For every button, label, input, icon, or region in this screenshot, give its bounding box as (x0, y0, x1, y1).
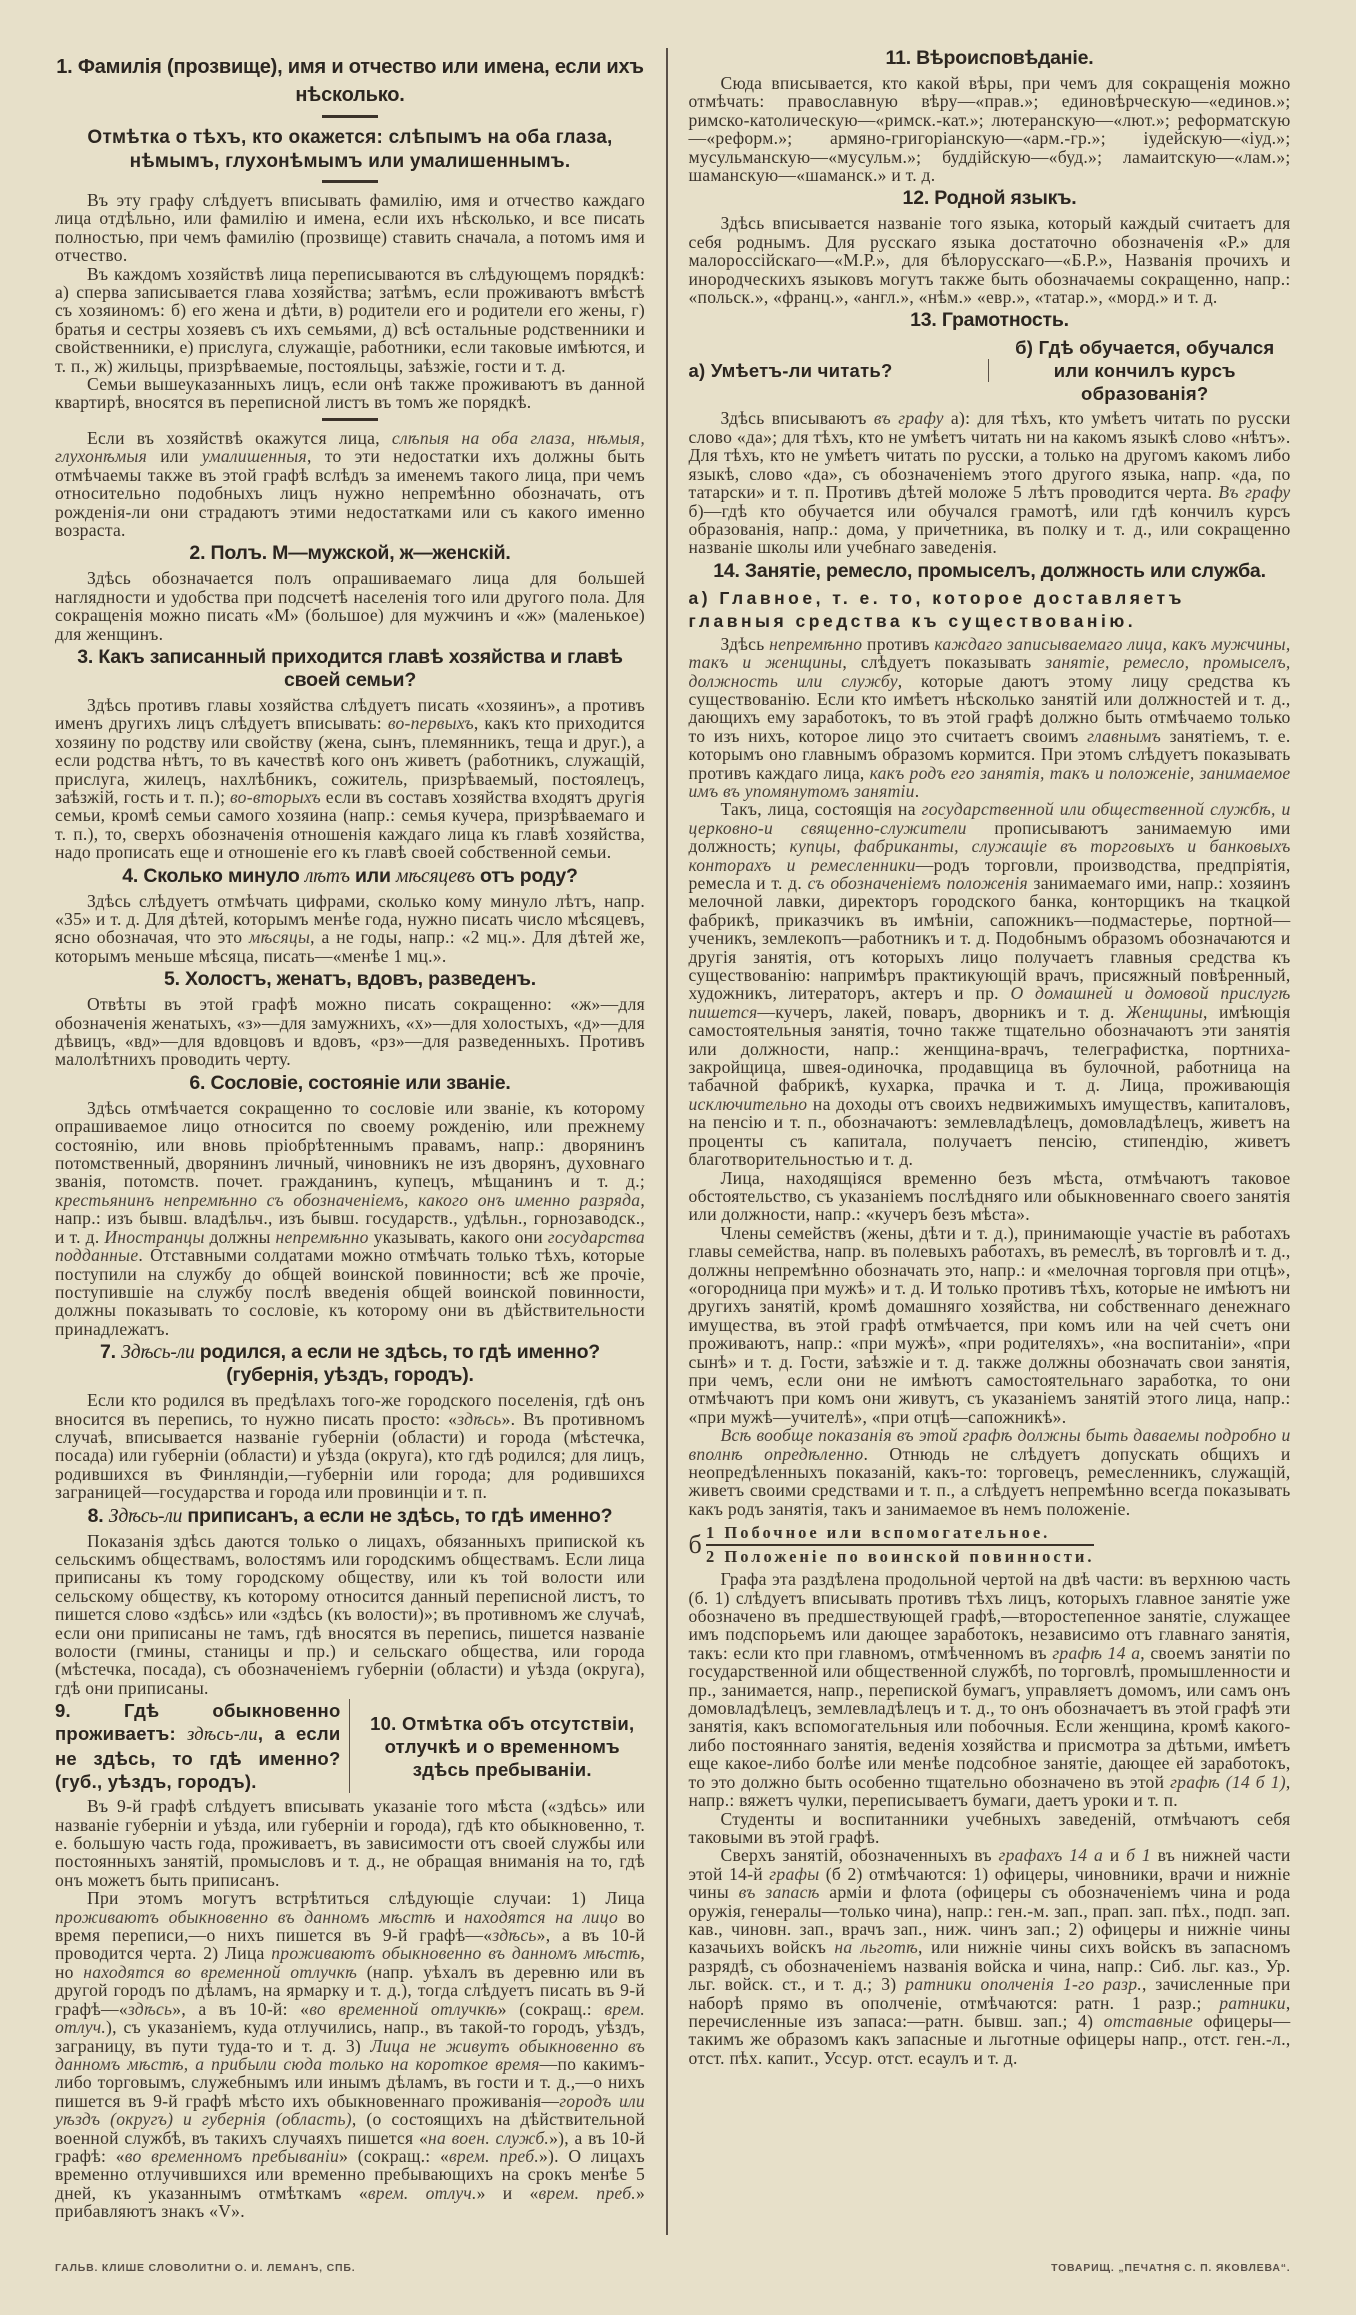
paragraph (689, 1169, 1291, 1224)
text-run: родился, а если не здѣсь, то гдѣ именно? (губернія, уѣздъ, городъ). (194, 1341, 600, 1387)
fraction-bottom: 2 Положеніе по воинской повинности. (705, 1547, 1095, 1567)
text-run: 13. Грамотность. (910, 309, 1069, 332)
text-run: въ нижней части этой 14-й (688, 1845, 1291, 1884)
italic-text: отставные (1103, 2010, 1194, 2031)
text-run: а) Главное, т. е. то, которое доставляетъ главныя средства къ существованію. (688, 587, 1185, 631)
section-subheading (55, 126, 645, 174)
text-run: Если кто родился въ предѣлахъ того-же городского поселенія, гдѣ онъ вносится въ перепись, то нужно писать просто: « (55, 1390, 645, 1429)
text-run: занимаемаго ими, напр.: хозяинъ мелочной лавки, директоръ городского банка, конторщикъ на ткацкой фабрикѣ, приказчикъ въ имѣніи, сапожникъ—подмастерье, портной—ученикъ, землекопъ—работникъ и т. д. Подобнымъ образомъ обозначаются и другія занятія, отъ которыхъ лицо получаетъ главныя средства къ существованію: напримѣръ практикующій врачъ, присяжный повѣренный, художникъ, литераторъ, актеръ и пр. (688, 873, 1291, 1004)
column-divider (666, 48, 668, 2235)
text-run: 2. Полъ. М—мужской, ж—женскій. (189, 542, 511, 565)
text-run: » прибавляютъ знакъ «V». (55, 2182, 645, 2222)
text-run: ». Въ противномъ случаѣ, вписывается названіе губерніи (области) и города (мѣстечка, посада) или губерніи (области) и уѣзда (округа), кто гдѣ родился; для лицъ, родившихся въ Финляндіи,—губерніи или города; для родившихся заграницей—государства и города или провинціи и т. п. (55, 1408, 645, 1503)
text-run: , напр.: вяжетъ чулки, переписываетъ бумаги, даетъ уроки и т. п. (688, 1771, 1291, 1811)
italic-text: врем. отлуч. (367, 2182, 477, 2203)
text-run: на доходы отъ своихъ недвижимыхъ имуществъ, капиталовъ, на пенсію и т. п., обозначаютъ: землевладѣлецъ, домовладѣлецъ, живетъ на проценты съ капитала, получаетъ пенсію, стипендію, живетъ благотворительностью и т. д. (688, 1093, 1291, 1170)
paragraph (55, 569, 645, 643)
paragraph (689, 1570, 1291, 1809)
text-run: », а въ 10-й проводится черта. 2) Лица (55, 1925, 645, 1964)
text-run: Здѣсь вписываютъ (720, 408, 874, 429)
section-heading (55, 542, 645, 565)
section-heading (689, 560, 1291, 583)
paragraph (689, 800, 1291, 1168)
text-run: » и « (476, 2182, 539, 2203)
section-heading (55, 1072, 645, 1095)
text-run: или (147, 446, 202, 467)
italic-text: государственной или общественной службѣ, и церковно-и священно-служители (688, 799, 1291, 838)
text-run: а) Умѣетъ-ли читать? (688, 360, 893, 382)
text-run: » (сокращ.: « (339, 2145, 450, 2166)
italic-text: каждаго записываемаго лица, какъ мужчины, такъ и женщины (688, 633, 1291, 673)
text-run: Сверхъ занятій, обозначенныхъ въ (720, 1845, 999, 1866)
text-run: приписанъ, а если не здѣсь, то гдѣ именно? (182, 1504, 613, 1527)
italic-text: городъ или уѣздъ (округъ) и губернія (область) (55, 2090, 645, 2130)
italic-text: проживаютъ обыкновенно въ данномъ мѣстѣ (271, 1943, 641, 1964)
text-run: , перечисленные изъ запаса:—ратн. бывш. зап.; 4) (688, 1992, 1291, 2031)
text-run: , а если не здѣсь, то гдѣ именно? (губ., уѣздъ, городъ). (55, 1723, 341, 1793)
paragraph (689, 1810, 1291, 1847)
italic-text: какъ родъ его занятія, такъ и положеніе, занимаемое имъ въ упомянутомъ занятіи (688, 762, 1291, 801)
left-column (55, 44, 645, 2275)
italic-text: непремѣнно (769, 633, 863, 654)
text-run: и (435, 1906, 465, 1927)
separator-rule (322, 418, 378, 421)
text-run: , напр.: изъ бывш. владѣльч., изъ бывш. государств., удѣльн., горнозаводск., и т. д. (55, 1189, 645, 1247)
italic-text: съ обозначеніемъ положенія (807, 873, 1028, 893)
italic-text: ратники ополченія 1-го разр. (905, 1974, 1142, 1995)
section-heading (55, 53, 645, 109)
italic-text: Здѣсь-ли (108, 1505, 183, 1527)
text-run: если въ составъ хозяйства входятъ другія семьи, кромѣ семьи самого хозяина (напр.: семья кучера, призрѣваемаго и т. п.), то, сверхъ обозначенія отношенія каждаго лица къ главѣ хозяйства, надо прописать еще и отношеніе его къ главѣ своей собственной семьи. (55, 786, 645, 863)
italic-text: во-вторыхъ (230, 786, 321, 807)
text-run: Здѣсь противъ главы хозяйства слѣдуетъ писать «хозяинъ», а противъ именъ другихъ лицъ слѣдуетъ вписывать: (55, 694, 645, 734)
paragraph (55, 429, 645, 539)
text-run: , имѣющія самостоятельныя занятія, точно также тщательно обозначаютъ эти занятія или должности, напр.: женщина-врачъ, телеграфистка, портниха-закройщица, швея-одиночка, продавщица въ булочной, работница на табачной фабрикѣ, кухарка, прачка и т. д. Лица, проживающія (688, 1001, 1291, 1096)
text-run: 6. Сословіе, состояніе или званіе. (189, 1071, 511, 1094)
italic-text: графѣ (14 б 1) (1170, 1771, 1286, 1792)
text-run: должны (204, 1226, 276, 1247)
text-run: , которые даютъ этому лицу средства къ существованію. Если кто имѣетъ нѣсколько занятій или должностей и т. д., дающихъ ему заработокъ, то въ этой графѣ должно быть отмѣчаемо только то изъ нихъ, которое лицо это считаетъ своимъ (688, 670, 1291, 746)
paragraph (55, 1889, 645, 2220)
section-heading (55, 646, 645, 692)
text-run: », а въ 10-й: « (172, 1998, 310, 2019)
paragraph (55, 1099, 645, 1338)
text-run: —родъ торговли, производства, предпріятія, ремесла и т. д. (688, 854, 1291, 893)
italic-text: врем. преб. (538, 2182, 636, 2203)
text-run: противъ (862, 633, 935, 654)
text-run: Показанія здѣсь даются только о лицахъ, обязанныхъ припиской къ сельскимъ обществамъ, волостямъ или городскимъ обществамъ. Если лица приписаны къ тому городскому обществу, или къ той волости или сельскому обществу, къ которому относится данный переписной листъ, то пишется слово «здѣсь» или «здѣсь (къ волости)»; въ противномъ же случаѣ, если они приписаны не тамъ, гдѣ вносятся въ перепись, пишется названіе волости (гмины, станицы и пр.) и сельскаго общества, или города (мѣстечка, посада), съ обозначеніемъ губерніи (области) и уѣзда (округа), гдѣ они приписаны. (55, 1530, 646, 1698)
paragraph (55, 1391, 645, 1501)
section-heading (689, 309, 1291, 332)
section-heading (689, 47, 1291, 70)
italic-text: ратники (1219, 1992, 1286, 2013)
text-run: 3. Какъ записанный приходится главѣ хозяйства и главѣ своей семьи? (77, 645, 623, 691)
text-run: офицеры—такимъ же образомъ какъ запасные и льготные офицеры напр., отст. ген.-л., отст. пѣх. капит., Уссур. отст. есаулъ и т. д. (688, 2010, 1291, 2068)
paragraph (55, 1532, 645, 1698)
fraction-letter: б (688, 1530, 702, 1560)
italic-text: здѣсь (492, 1925, 537, 1946)
fraction-lines (706, 1522, 1094, 1568)
text-run: б) Гдѣ обучается, обучался или кончилъ курсъ образованія? (1015, 337, 1275, 405)
paragraph (689, 1846, 1291, 2067)
text-run: При этомъ могутъ встрѣтиться слѣдующіе случаи: 1) Лица (87, 1888, 645, 1909)
italic-text: мѣсяцевъ (395, 865, 475, 887)
italic-text: Женщины (1125, 1001, 1204, 1022)
text-run: , но (55, 1943, 645, 1982)
italic-text: исключительно (688, 1093, 808, 1114)
split-heading (689, 336, 1291, 405)
split-heading-cell (989, 336, 1291, 405)
section-heading (55, 1505, 645, 1528)
text-run: Въ эту графу слѣдуетъ вписывать фамилію, имя и отчество каждаго лица отдѣльно, или фамилію и имена, если ихъ нѣсколько, и все писать полностью, при чемъ фамилію (прозвище) ставить сначала, а потомъ имя и отчество. (55, 190, 645, 266)
separator-rule (322, 115, 378, 118)
text-run: Здѣсь слѣдуетъ отмѣчать цифрами, сколько кому минуло лѣтъ, напр. «35» и т. д. Для дѣтей, которымъ менѣе года, нужно писать число мѣсяцевъ, ясно обозначая, что это (55, 890, 645, 948)
text-run: 7. (99, 1341, 122, 1364)
paragraph (55, 265, 645, 375)
paragraph (55, 696, 645, 862)
text-run: Здѣсь вписывается названіе того языка, который каждый считаетъ для себя роднымъ. Для русскаго языка достаточно обозначенія «Р.» для малороссійскаго—«М.Р.», для бѣлорусскаго—«Б.Р.», Названія прочихъ и инородческихъ языковъ могутъ также быть обозначаемы сокращенно, напр.: «польск.», «франц.», «англ.», «нѣм.» «евр.», «татар.», «морд.» и т. д. (688, 213, 1291, 308)
paragraph (689, 409, 1291, 556)
italic-text: графахъ 14 а (998, 1845, 1104, 1866)
italic-text: находятся во временной отлучкѣ (83, 1961, 358, 1982)
left-column-content (55, 50, 645, 2221)
section-heading (689, 187, 1291, 210)
text-run: 11. Вѣроисповѣданіе. (885, 47, 1094, 69)
italic-text: въ графу (873, 408, 944, 429)
text-run: , зачисленные при наборѣ прямо въ ополченіе, отмѣчаются: ратн. 1 разр.; (688, 1974, 1291, 2013)
italic-text: во временномъ пребываніи (124, 2145, 340, 2166)
split-heading-cell (689, 359, 990, 382)
italic-text: занятіе, ремесло, промыселъ, должность или службу (688, 652, 1291, 691)
text-run: и (1103, 1845, 1127, 1866)
text-run: или (349, 864, 396, 887)
italic-text: находятся на лицо (464, 1906, 619, 1927)
text-run: Отмѣтка о тѣхъ, кто окажется: слѣпымъ на оба глаза, нѣмымъ, глухонѣмымъ или умалишеннымъ. (87, 127, 613, 172)
text-run: арміи и флота (офицеры съ обозначеніемъ чина и рода оружія, генералы—только чина), напр.: ген.-м. зап., прап. зап. пѣх., подп. зап. кав., чиновн. зап., врачъ зап., ниж. чинъ зап.; 2) офицеры и нижніе чины казачьихъ войскъ (688, 1882, 1291, 1958)
text-run: . (914, 780, 920, 801)
paragraph (689, 74, 1291, 184)
text-run: . Отставными солдатами можно отмѣчать только тѣхъ, которые поступили на службу до общей воинской повинности; всѣ же прочіе, поступившіе на службу послѣ введенія общей воинской повинности, должны показывать то сословіе, къ которому они въ дѣйствительности принадлежатъ. (55, 1245, 645, 1339)
italic-text: во-первыхъ (387, 713, 474, 734)
text-run: Лица, находящіяся временно безъ мѣста, отмѣчаютъ таковое обстоятельство, съ указаніемъ послѣдняго или обыкновеннаго своего занятія или должности, напр.: «кучеръ безъ мѣста». (688, 1167, 1291, 1225)
italic-text: здѣсь (127, 1998, 173, 2019)
text-run: —кучеръ, лакей, поваръ, дворникъ и т. д. (757, 1001, 1126, 1022)
italic-text: на воен. служб. (428, 2127, 550, 2148)
text-run: Здѣсь обозначается полъ опрашиваемаго лица для большей наглядности и удобства при подсчетѣ населенія того или другого пола. Для сокращенія можно писать «М» (большое) для мужчинъ и «ж» (маленькое) для женщинъ. (55, 568, 645, 644)
text-run: 1. Фамилія (прозвище), имя и отчество или имена, если ихъ нѣсколько. (56, 56, 644, 106)
fraction-heading (689, 1522, 1291, 1568)
text-run: (б 2) отмѣчаются: 1) офицеры, чиновники, врачи и нижніе чины (688, 1863, 1291, 1903)
text-run: , своемъ занятіи по государственной или общественной службѣ, по торговлѣ, промышленности и пр., занимается, напр., перепиской бумагъ, управляетъ домомъ, или самъ онъ домовладѣлецъ, землевладѣлецъ и т. д., то онъ обозначаетъ въ этой графѣ эти занятія, какъ вспомогательныя или побочныя. Если женщина, кромѣ какого-либо постояннаго занятія, веденія хозяйства и присмотра за дѣтьми, имѣетъ еще какое-либо болѣе или менѣе подсобное занятіе, дающее ей заработокъ, то это должно быть особенно тщательно обозначено въ этой (688, 1642, 1291, 1792)
right-column-content (689, 44, 1291, 2067)
italic-text: Здѣсь-ли (121, 1342, 195, 1364)
split-heading-cell (55, 1699, 350, 1793)
text-run: (напр. уѣхалъ въ деревню или въ другой городъ по дѣламъ, на ярмарку и т. д.), тогда слѣдуетъ писать въ 9-й графѣ—« (55, 1961, 645, 2019)
italic-text: О домашней и домовой прислугѣ пишется (688, 983, 1291, 1022)
text-run: Члены семействъ (жены, дѣти и т. д.), принимающіе участіе въ работахъ главы семейства, напр. въ полевыхъ работахъ, въ ремеслѣ, въ торговлѣ и т. д., должны непремѣнно обозначать это, напр.: и «мелочная торговля при отцѣ», «огородница при мужѣ» и т. д. И только противъ тѣхъ, которые не имѣютъ ни другихъ занятій, кромѣ домашняго хозяйства, ни собственнаго денежнаго имущества, въ этой графѣ отмѣчается, при комъ или на чей счетъ они проживаютъ, напр.: «при мужѣ», «при родителяхъ», «на воспитаніи», «при сынѣ» и т. д. Гости, заѣзжіе и т. д. также должны обозначать свои занятія, при чемъ, если они не имѣютъ самостоятельнаго заработка, то они отмѣчаютъ при комъ они живутъ, съ указаніемъ занятій этого лица, напр.: «при мужѣ—учителѣ», «при отцѣ—сапожникѣ». (688, 1222, 1291, 1427)
text-run: »). О лицахъ временно отлучившихся или временно пребывающихъ на срокъ менѣе 5 дней, къ указаннымъ отмѣткамъ « (55, 2145, 646, 2203)
paragraph (689, 1426, 1291, 1518)
text-run: 10. Отмѣтка объ отсутствіи, отлучкѣ и о временномъ здѣсь пребываніи. (370, 1712, 635, 1780)
text-run: , (о состоящихъ на дѣйствительной военной службѣ, въ такихъ случаяхъ пишется « (55, 2109, 645, 2148)
text-run: . Отнюдь не слѣдуетъ допускать общихъ и неопредѣленныхъ показаній, какъ-то: торговецъ, ремесленникъ, служащій, живетъ своими средствами и т. п., а слѣдуетъ непремѣнно всегда показывать какъ родъ занятія, такъ и занимаемое въ немъ положеніе. (688, 1443, 1291, 1519)
section-heading (55, 968, 645, 991)
text-run: Если въ хозяйствѣ окажутся лица, (87, 427, 392, 448)
text-run: , или нижніе чины сихъ войскъ въ запасномъ разрядѣ, съ обозначеніемъ названія войска и чина, напр.: Сиб. льг. каз., Ур. льг. войск. ст., и т. д.; 3) (688, 1937, 1291, 1995)
italic-text: проживаютъ обыкновенно въ данномъ мѣстѣ (55, 1906, 436, 1927)
text-run: Здѣсь (720, 633, 770, 654)
italic-text: Иностранцы (104, 1226, 205, 1247)
italic-text: непремѣнно (275, 1226, 369, 1247)
text-run: занятіемъ, т. е. которымъ оно главнымъ образомъ кормится. При этомъ слѣдуетъ показывать противъ каждаго лица, (688, 725, 1291, 783)
text-run: 8. (87, 1504, 109, 1527)
text-run: 9. Гдѣ обыкновенно проживаетъ: (55, 1700, 341, 1745)
text-run: 14. Занятіе, ремесло, промыселъ, должность или служба. (713, 559, 1266, 582)
paragraph (689, 214, 1291, 306)
right-column (689, 44, 1291, 2275)
paragraph (689, 1224, 1291, 1426)
text-run: отъ роду? (474, 864, 578, 887)
text-run: , то эти недостатки ихъ должны быть отмѣчаемы также въ этой графѣ вслѣдъ за именемъ такого лица, при чемъ относительно подобныхъ лицъ нужно непремѣнно обозначать, отъ рожденія-ли они страдаютъ этими недостатками или съ какого именно возраста. (55, 446, 645, 540)
italic-text: графѣ 14 а (1052, 1642, 1141, 1663)
text-run: Такъ, лица, состоящія на (720, 799, 922, 820)
text-run: Графа эта раздѣлена продольной чертой на двѣ части: въ верхнюю часть (б. 1) слѣдуетъ вписывать противъ тѣхъ лицъ, которыхъ главное занятіе уже обозначено въ предшествующей графѣ,—второстепенное занятіе, служащее имъ подспорьемъ или дающее заработокъ, независимо отъ главнаго занятія, такъ: если кто при главномъ, отмѣченномъ въ (688, 1569, 1291, 1663)
italic-text: крестьянинъ непремѣнно съ обозначеніемъ, какого онъ именно разряда (55, 1189, 641, 1210)
subsection-heading (689, 587, 1291, 633)
italic-text: государства подданные (55, 1226, 645, 1266)
text-run: , слѣдуетъ показывать (842, 652, 1046, 673)
text-run: указывать, какого они (368, 1226, 548, 1247)
italic-text: слѣпыя на оба глаза, нѣмыя, глухонѣмыя (55, 427, 645, 467)
italic-text: на льготѣ (834, 1937, 919, 1958)
split-heading-cell (350, 1712, 646, 1781)
text-run: 12. Родной языкъ. (902, 187, 1077, 210)
italic-text: Всѣ вообще показанія въ этой графѣ должны быть даваемы подробно и вполнѣ опредѣленно (688, 1425, 1291, 1464)
text-run: , какъ кто приходится хозяину по родству или свойству (жена, сынъ, племянникъ, теща и друг.), а если родства нѣтъ, то въ качествѣ кого онъ живетъ (работникъ, служащій, прислуга, жилецъ, нахлѣбникъ, сожитель, призрѣваемый, постоялецъ, заѣзжій, гость и т. п.); (55, 713, 645, 807)
printer-imprint-left: ГАЛЬВ. КЛИШЕ СЛОВОЛИТНИ О. И. ЛЕМАНЪ, СПБ. (55, 2261, 356, 2274)
italic-text: здѣсь (457, 1408, 502, 1429)
text-run: ), съ указаніемъ, куда отлучились, напр., въ такой-то городъ, уѣздъ, заграницу, въ пути туда-то и т. д. 3) (55, 2017, 645, 2056)
paragraph (55, 1797, 645, 1889)
italic-text: лѣтъ (304, 865, 350, 887)
text-run: » (сокращ.: (497, 1998, 605, 2019)
split-heading (55, 1699, 645, 1793)
text-run: Сюда вписывается, кто какой вѣры, при чемъ для сокращенія можно отмѣчать: православную вѣру—«прав.»; единовѣрческую—«единов.»; римско-католическую—«римск.-кат.»; лютеранскую—«лют.»; реформатскую—«реформ.»; армяно-григоріанскую—«арм.-гр.»; іудейскую—«іуд.»; мусульманскую—«мусульм.»; буддійскую—«буд.»; ламаитскую—«лам.»; шаманскую—«шаманск.» и т. д. (688, 73, 1291, 186)
text-run: 4. Сколько минуло (122, 864, 305, 887)
paragraph (55, 995, 645, 1069)
text-run: Въ 9-й графѣ слѣдуетъ вписывать указаніе того мѣста («здѣсь» или названіе губерніи и уѣзда, или губерніи и города), гдѣ кто обыкновенно, т. е. большую часть года, проживаетъ, въ зависимости отъ своей службы или постоянныхъ занятій, промысловъ и т. д., не обращая вниманія на то, гдѣ онъ можетъ быть приписанъ. (55, 1796, 645, 1890)
italic-text: б 1 (1126, 1845, 1151, 1866)
paragraph (689, 635, 1291, 801)
italic-text: графы (769, 1863, 820, 1884)
text-run: прописываютъ занимаемую ими должность; (688, 817, 1291, 857)
printer-imprint-right: ТОВАРИЩ. „ПЕЧАТНЯ С. П. ЯКОВЛЕВА“. (1051, 2261, 1291, 2274)
section-heading (55, 1341, 645, 1387)
italic-text: Лица не живутъ обыкновенно въ данномъ мѣстѣ, а прибыли сюда только на короткое время (55, 2035, 646, 2074)
paragraph (55, 375, 645, 412)
text-run: Семьи вышеуказанныхъ лицъ, если онѣ также проживаютъ въ данной квартирѣ, вносятся въ переписной листъ въ томъ же порядкѣ. (55, 374, 645, 413)
italic-text: врем. преб. (449, 2145, 539, 2166)
italic-text: Въ графу (1218, 482, 1291, 503)
italic-text: мѣсяцы (248, 927, 311, 948)
italic-text: врем. отлуч. (55, 1998, 645, 2038)
text-run: 5. Холостъ, женатъ, вдовъ, разведенъ. (163, 968, 537, 991)
section-heading (55, 865, 645, 888)
text-run: Студенты и воспитанники учебныхъ заведеній, отмѣчаютъ себя таковыми въ этой графѣ. (688, 1808, 1291, 1847)
italic-text: въ запасѣ (738, 1882, 820, 1903)
italic-text: здѣсь-ли (187, 1725, 258, 1746)
italic-text: купцы, фабриканты, служащіе въ торговыхъ и банковыхъ конторахъ и ремесленники (688, 836, 1291, 875)
text-run: »), а въ 10-й графѣ: « (55, 2127, 645, 2166)
text-run: , а не годы, напр.: «2 мц.». Для дѣтей же, которымъ меньше мѣсяца, писать—«менѣе 1 мц.». (55, 927, 646, 966)
paragraph (55, 191, 645, 265)
text-run: а): для тѣхъ, кто умѣетъ читать по русски слово «да»; для тѣхъ, кто не умѣетъ читать ни на какомъ языкѣ слово «нѣтъ». Для тѣхъ, кто не умѣетъ читать по русски, а только на другомъ какомъ либо языкѣ, слово «да», съ обозначеніемъ этого другого языка, напр. «да, по татарски» и т. п. Противъ дѣтей моложе 5 лѣтъ проводится черта. (688, 408, 1291, 503)
text-run: —по какимъ-либо торговымъ, служебнымъ или инымъ дѣламъ, въ гости и т. д.,—о нихъ пишется въ 9-й графѣ мѣсто ихъ обыкновеннаго проживанія— (55, 2053, 645, 2111)
text-run: Здѣсь отмѣчается сокращенно то сословіе или званіе, къ которому опрашиваемое лицо относится по своему рожденію, или прежнему состоянію, или вновь пріобрѣтеннымъ правамъ, напр.: дворянинъ потомственный, дворянинъ личный, чиновникъ не изъ дворянъ, духовнаго званія, потомств. почет. гражданинъ, купецъ, мѣщанинъ и т. д.; (55, 1097, 645, 1192)
italic-text: во временной отлучкѣ (309, 1998, 498, 2019)
italic-text: умалишенныя (201, 446, 307, 467)
fraction-top: 1 Побочное или вспомогательное. (706, 1522, 1094, 1546)
paragraph (55, 892, 645, 966)
separator-rule (322, 180, 378, 183)
text-run: б)—гдѣ кто обучается или обучался грамотѣ, или гдѣ кончилъ курсъ образованія, напр.: дома, у причетника, въ полку и т. д., или сокращенно названіе школы или учебнаго заведенія. (688, 500, 1291, 558)
text-run: во время переписи,—о нихъ пишется въ 9-й графѣ—« (55, 1906, 645, 1946)
italic-text: главнымъ (1087, 725, 1162, 746)
text-run: Въ каждомъ хозяйствѣ лица переписываются въ слѣдующемъ порядкѣ: а) сперва записывается глава хозяйства; затѣмъ, если проживаютъ вмѣстѣ съ хозяиномъ: б) его жена и дѣти, в) родители его и родители его жены, г) братья и сестры хозяевъ съ ихъ семьями, д) всѣ остальные родственники и свойственники, е) прислуга, служащіе, работники, если таковые имѣются, и т. п., ж) жильцы, призрѣваемые, постояльцы, заѣзжіе, гости и т. д. (55, 263, 645, 376)
text-run: Отвѣты въ этой графѣ можно писать сокращенно: «ж»—для обозначенія женатыхъ, «з»—для замужнихъ, «х»—для холостыхъ, «д»—для дѣвицъ, «вд»—для вдовцовъ и вдовъ, «рз»—для разведенныхъ. Противъ малолѣтнихъ проводить черту. (55, 994, 645, 1070)
